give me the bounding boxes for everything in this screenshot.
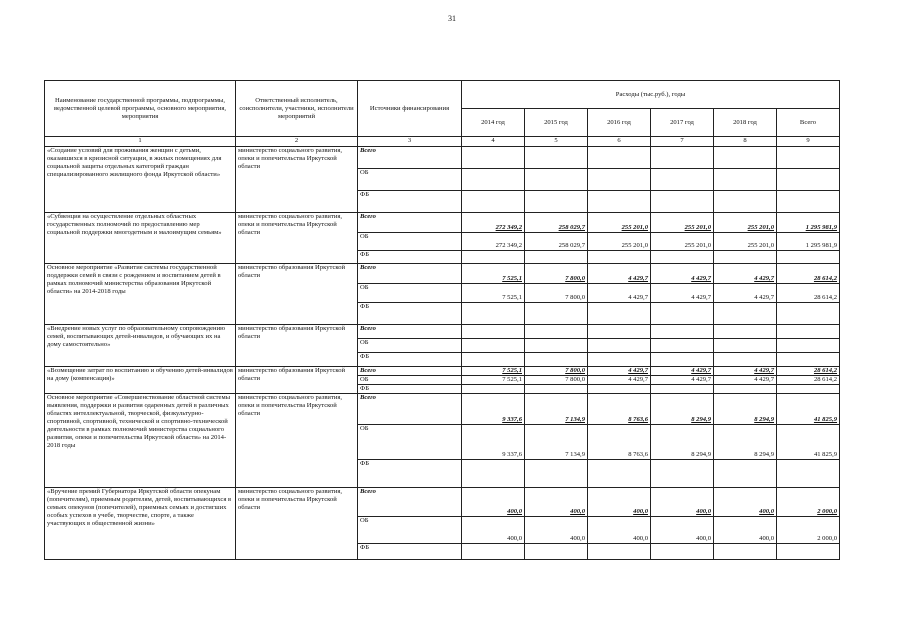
year-value-cell: 7 525,1: [462, 367, 525, 376]
year-value-cell: [462, 385, 525, 394]
total-value-cell: 28 614,2: [777, 367, 840, 376]
year-value-cell: [714, 325, 777, 339]
year-value-cell: [588, 385, 651, 394]
year-value-cell: [588, 353, 651, 367]
year-header: 2017 год: [651, 109, 714, 137]
year-value-cell: [714, 339, 777, 353]
year-value-cell: [525, 339, 588, 353]
year-value-cell: [525, 544, 588, 560]
year-value-cell: 272 349,2: [462, 213, 525, 233]
executor-cell: министерство образования Иркутской области: [236, 367, 358, 394]
total-value-cell: [777, 191, 840, 213]
year-value-cell: [462, 544, 525, 560]
year-value-cell: 400,0: [651, 517, 714, 544]
year-value-cell: [525, 325, 588, 339]
index-cell: 1: [45, 137, 236, 147]
year-value-cell: [651, 544, 714, 560]
total-value-cell: [777, 544, 840, 560]
year-value-cell: [651, 303, 714, 325]
year-value-cell: [714, 460, 777, 488]
year-value-cell: 400,0: [714, 517, 777, 544]
index-cell: 6: [588, 137, 651, 147]
year-value-cell: 8 294,9: [651, 394, 714, 425]
year-value-cell: [714, 385, 777, 394]
funding-source-cell: Всего: [358, 264, 462, 284]
year-value-cell: [651, 353, 714, 367]
year-value-cell: [714, 147, 777, 169]
year-value-cell: 4 429,7: [714, 264, 777, 284]
year-value-cell: 8 763,6: [588, 425, 651, 460]
table-row: [45, 488, 840, 517]
total-value-cell: [777, 325, 840, 339]
year-value-cell: [651, 191, 714, 213]
year-value-cell: [462, 325, 525, 339]
year-value-cell: [651, 460, 714, 488]
funding-source-cell: Всего: [358, 147, 462, 169]
total-value-cell: 41 825,9: [777, 425, 840, 460]
year-value-cell: 255 201,0: [714, 213, 777, 233]
executor-cell: министерство образования Иркутской области: [236, 264, 358, 325]
index-row: [45, 137, 840, 147]
year-value-cell: 400,0: [588, 488, 651, 517]
table-row: [45, 213, 840, 233]
funding-source-cell: Всего: [358, 394, 462, 425]
executor-cell: министерство социального развития, опеки и попечительства Иркутской области: [236, 488, 358, 560]
year-value-cell: 400,0: [714, 488, 777, 517]
year-value-cell: 255 201,0: [588, 213, 651, 233]
year-value-cell: 4 429,7: [714, 284, 777, 303]
executor-cell: министерство образования Иркутской области: [236, 325, 358, 367]
funding-source-cell: ОБ: [358, 517, 462, 544]
measure-name-cell: Основное мероприятие «Совершенствование областной системы выявления, поддержки и развития одаренных детей в различных областях интеллектуальной, творческой, физкультурно-спортивной, спортивной, технической и спортивно-технической деятельности в рамках полномочий министерства социального развития, опеки и попечительства Иркутской области» на 2014-2018 годы: [45, 394, 236, 488]
total-value-cell: [777, 251, 840, 264]
year-value-cell: 258 029,7: [525, 233, 588, 251]
year-value-cell: 7 525,1: [462, 264, 525, 284]
total-value-cell: [777, 385, 840, 394]
year-value-cell: 400,0: [588, 517, 651, 544]
measure-name-cell: «Создание условий для проживания женщин с детьми, оказавшихся в кризисной ситуации, в жилых помещениях для социальной защиты отдельных категорий граждан специализированного жилищного фонда Иркутской области»: [45, 147, 236, 213]
year-value-cell: [651, 147, 714, 169]
year-value-cell: 400,0: [462, 517, 525, 544]
funding-source-cell: ФБ: [358, 353, 462, 367]
funding-source-cell: Всего: [358, 325, 462, 339]
year-value-cell: [714, 251, 777, 264]
total-value-cell: [777, 353, 840, 367]
funding-source-cell: ОБ: [358, 233, 462, 251]
year-value-cell: [525, 460, 588, 488]
year-value-cell: [462, 303, 525, 325]
total-header: Всего: [777, 109, 840, 137]
year-value-cell: 9 337,6: [462, 425, 525, 460]
year-value-cell: [462, 460, 525, 488]
funding-source-cell: ФБ: [358, 303, 462, 325]
year-value-cell: [651, 169, 714, 191]
total-value-cell: 28 614,2: [777, 284, 840, 303]
year-value-cell: 7 800,0: [525, 284, 588, 303]
measure-name-cell: «Вручение премий Губернатора Иркутской области опекунам (попечителям), приемным родителям, детей, воспитывающихся в семьях опекунов (попечителей), приемных семьях и достигших особых успехов в учебе, творчестве, спорте, а также участвующих в общественной жизни»: [45, 488, 236, 560]
year-value-cell: [651, 251, 714, 264]
funding-source-cell: Всего: [358, 213, 462, 233]
funding-source-cell: ОБ: [358, 284, 462, 303]
index-cell: 5: [525, 137, 588, 147]
table-row: [45, 367, 840, 376]
year-value-cell: [462, 339, 525, 353]
column-header-executor: Ответственный исполнитель, соисполнители, участники, исполнители мероприятий: [236, 81, 358, 137]
year-header: 2014 год: [462, 109, 525, 137]
year-value-cell: 255 201,0: [651, 213, 714, 233]
funding-source-cell: ОБ: [358, 376, 462, 385]
year-value-cell: [462, 353, 525, 367]
year-value-cell: [714, 169, 777, 191]
year-value-cell: 7 134,9: [525, 394, 588, 425]
column-header-expenses: Расходы (тыс.руб.), годы: [462, 81, 840, 109]
year-value-cell: 4 429,7: [588, 376, 651, 385]
year-value-cell: [588, 303, 651, 325]
year-header: 2018 год: [714, 109, 777, 137]
year-value-cell: [525, 169, 588, 191]
year-value-cell: 8 294,9: [714, 394, 777, 425]
total-value-cell: 28 614,2: [777, 376, 840, 385]
funding-source-cell: ФБ: [358, 191, 462, 213]
year-value-cell: 9 337,6: [462, 394, 525, 425]
year-value-cell: 255 201,0: [651, 233, 714, 251]
year-value-cell: 7 134,9: [525, 425, 588, 460]
year-value-cell: [588, 460, 651, 488]
index-cell: 3: [358, 137, 462, 147]
table-row: [45, 394, 840, 425]
year-value-cell: 7 800,0: [525, 367, 588, 376]
year-value-cell: [462, 251, 525, 264]
executor-cell: министерство социального развития, опеки и попечительства Иркутской области: [236, 213, 358, 264]
index-cell: 8: [714, 137, 777, 147]
index-cell: 7: [651, 137, 714, 147]
year-value-cell: [462, 147, 525, 169]
total-value-cell: 1 295 981,9: [777, 213, 840, 233]
year-value-cell: [588, 147, 651, 169]
total-value-cell: 1 295 981,9: [777, 233, 840, 251]
year-value-cell: 8 294,9: [714, 425, 777, 460]
year-value-cell: 4 429,7: [651, 376, 714, 385]
year-value-cell: 4 429,7: [651, 284, 714, 303]
year-value-cell: [525, 191, 588, 213]
total-value-cell: 28 614,2: [777, 264, 840, 284]
year-value-cell: [525, 251, 588, 264]
total-value-cell: [777, 460, 840, 488]
year-value-cell: 7 525,1: [462, 376, 525, 385]
table-row: [45, 147, 840, 169]
measure-name-cell: «Внедрение новых услуг по образовательному сопровождению семей, воспитывающих детей-инвалидов, и обучающих их на дому самостоятельно»: [45, 325, 236, 367]
table-row: [45, 264, 840, 284]
year-value-cell: [588, 191, 651, 213]
total-value-cell: 2 000,0: [777, 488, 840, 517]
year-value-cell: [651, 325, 714, 339]
total-value-cell: [777, 303, 840, 325]
funding-source-cell: Всего: [358, 367, 462, 376]
funding-source-cell: ФБ: [358, 251, 462, 264]
funding-source-cell: ОБ: [358, 339, 462, 353]
year-value-cell: [462, 169, 525, 191]
budget-table: [44, 80, 840, 560]
total-value-cell: [777, 169, 840, 191]
executor-cell: министерство социального развития, опеки и попечительства Иркутской области: [236, 394, 358, 488]
year-value-cell: [588, 544, 651, 560]
year-value-cell: 4 429,7: [588, 284, 651, 303]
year-value-cell: 4 429,7: [588, 264, 651, 284]
year-value-cell: 255 201,0: [714, 233, 777, 251]
index-cell: 2: [236, 137, 358, 147]
year-value-cell: 8 294,9: [651, 425, 714, 460]
executor-cell: министерство социального развития, опеки и попечительства Иркутской области: [236, 147, 358, 213]
year-value-cell: [714, 353, 777, 367]
funding-source-cell: ФБ: [358, 544, 462, 560]
year-value-cell: 272 349,2: [462, 233, 525, 251]
column-header-name: Наименование государственной программы, подпрограммы, ведомственной целевой программы, основного мероприятия, мероприятия: [45, 81, 236, 137]
year-value-cell: 7 800,0: [525, 264, 588, 284]
year-value-cell: [525, 303, 588, 325]
year-value-cell: 4 429,7: [714, 376, 777, 385]
total-value-cell: 2 000,0: [777, 517, 840, 544]
year-value-cell: 7 525,1: [462, 284, 525, 303]
year-value-cell: [651, 385, 714, 394]
year-value-cell: 4 429,7: [588, 367, 651, 376]
year-value-cell: [714, 544, 777, 560]
year-value-cell: [588, 251, 651, 264]
year-value-cell: [462, 191, 525, 213]
year-value-cell: [714, 303, 777, 325]
year-value-cell: 4 429,7: [714, 367, 777, 376]
funding-source-cell: Всего: [358, 488, 462, 517]
funding-source-cell: ОБ: [358, 169, 462, 191]
total-value-cell: [777, 339, 840, 353]
funding-source-cell: ФБ: [358, 460, 462, 488]
year-value-cell: [525, 353, 588, 367]
year-value-cell: [651, 339, 714, 353]
year-value-cell: 400,0: [651, 488, 714, 517]
total-value-cell: 41 825,9: [777, 394, 840, 425]
total-value-cell: [777, 147, 840, 169]
year-value-cell: [588, 169, 651, 191]
funding-source-cell: ФБ: [358, 385, 462, 394]
measure-name-cell: «Субвенция на осуществление отдельных областных государственных полномочий по предоставлению мер социальной поддержки многодетным и малоимущим семьям»: [45, 213, 236, 264]
year-value-cell: 255 201,0: [588, 233, 651, 251]
measure-name-cell: «Возмещение затрат по воспитанию и обучению детей-инвалидов на дому (компенсация)»: [45, 367, 236, 394]
year-value-cell: 4 429,7: [651, 367, 714, 376]
measure-name-cell: Основное мероприятие «Развитие системы государственной поддержки семей в связи с рождением и воспитанием детей в рамках полномочий министерства образования Иркутской области» на 2014-2018 годы: [45, 264, 236, 325]
year-header: 2015 год: [525, 109, 588, 137]
year-value-cell: [588, 339, 651, 353]
year-value-cell: [525, 385, 588, 394]
funding-source-cell: ОБ: [358, 425, 462, 460]
year-value-cell: 400,0: [525, 488, 588, 517]
year-value-cell: [525, 147, 588, 169]
year-value-cell: 400,0: [462, 488, 525, 517]
index-cell: 4: [462, 137, 525, 147]
year-value-cell: 400,0: [525, 517, 588, 544]
year-header: 2016 год: [588, 109, 651, 137]
year-value-cell: 4 429,7: [651, 264, 714, 284]
year-value-cell: [714, 191, 777, 213]
column-header-source: Источники финансирования: [358, 81, 462, 137]
year-value-cell: 7 800,0: [525, 376, 588, 385]
page-number: 31: [448, 14, 456, 23]
year-value-cell: [588, 325, 651, 339]
table-row: [45, 325, 840, 339]
year-value-cell: 258 029,7: [525, 213, 588, 233]
index-cell: 9: [777, 137, 840, 147]
year-value-cell: 8 763,6: [588, 394, 651, 425]
header-row-top: [45, 81, 840, 109]
